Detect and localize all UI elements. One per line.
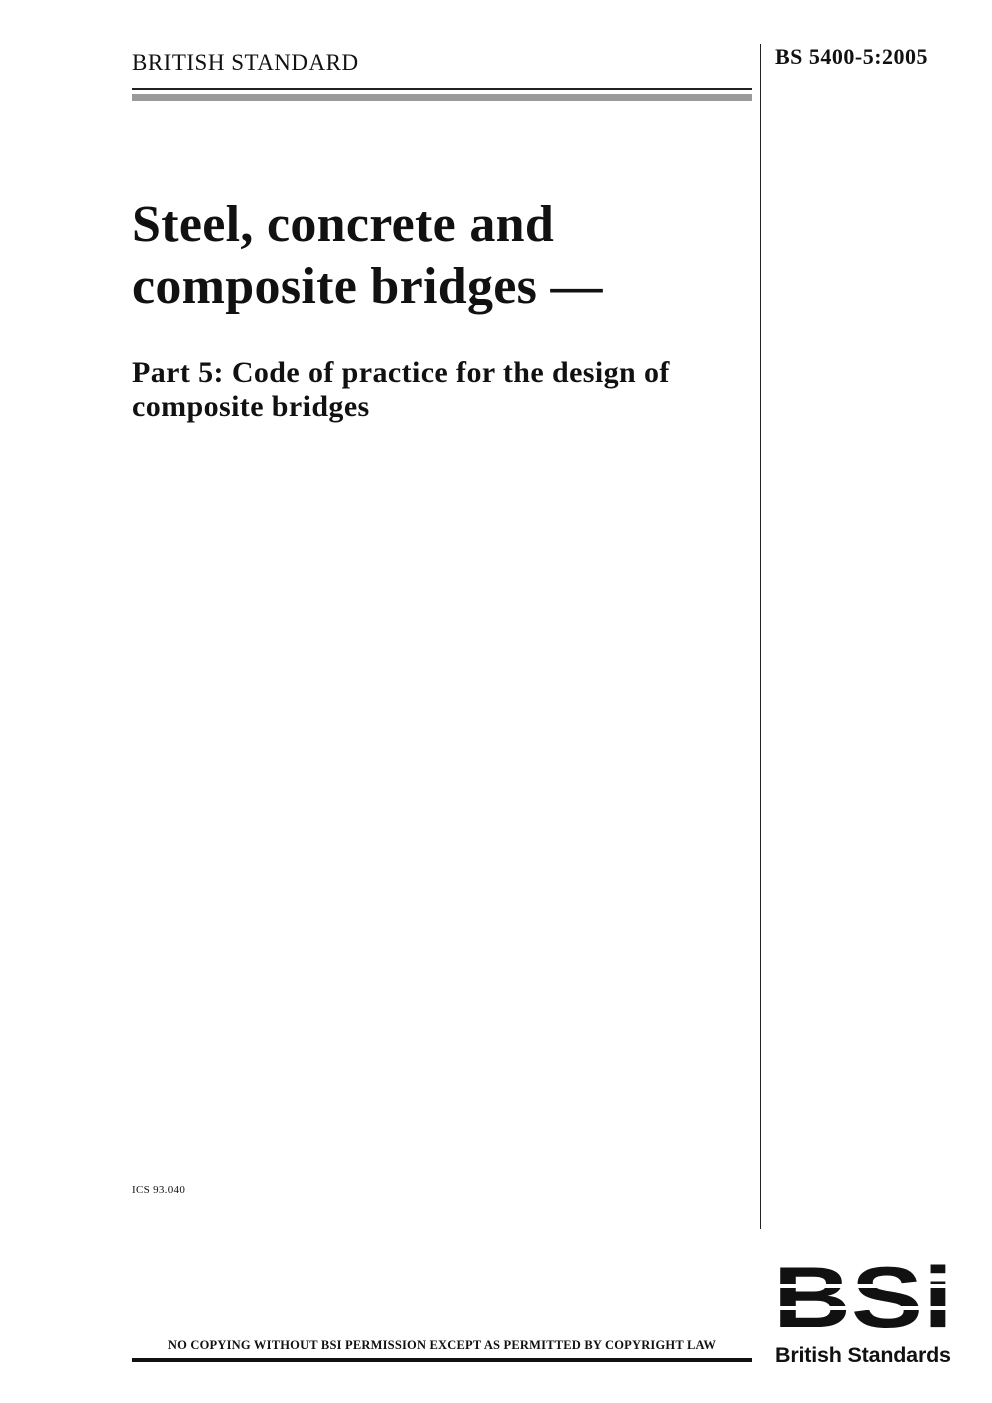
subtitle-line-1: Part 5: Code of practice for the design of — [132, 356, 670, 389]
footer-rule — [132, 1358, 752, 1362]
document-type-label: BRITISH STANDARD — [132, 50, 359, 75]
vertical-divider — [760, 44, 761, 1229]
bsi-organization-name: British Standards — [775, 1343, 951, 1367]
document-title — [132, 194, 752, 318]
standard-number: BS 5400-5:2005 — [775, 44, 929, 69]
title-line-1: Steel, concrete and — [132, 196, 555, 253]
bsi-logo — [775, 1263, 951, 1331]
ics-code: ICS 93.040 — [132, 1184, 186, 1196]
subtitle-line-2: composite bridges — [132, 390, 370, 423]
header-rule-thin — [132, 88, 752, 90]
copyright-notice: NO COPYING WITHOUT BSI PERMISSION EXCEPT AS PERMITTED BY COPYRIGHT LAW — [167, 1338, 717, 1352]
header-rule-thick — [132, 94, 752, 101]
title-line-2: composite bridges — — [132, 258, 603, 315]
document-subtitle — [132, 356, 757, 424]
